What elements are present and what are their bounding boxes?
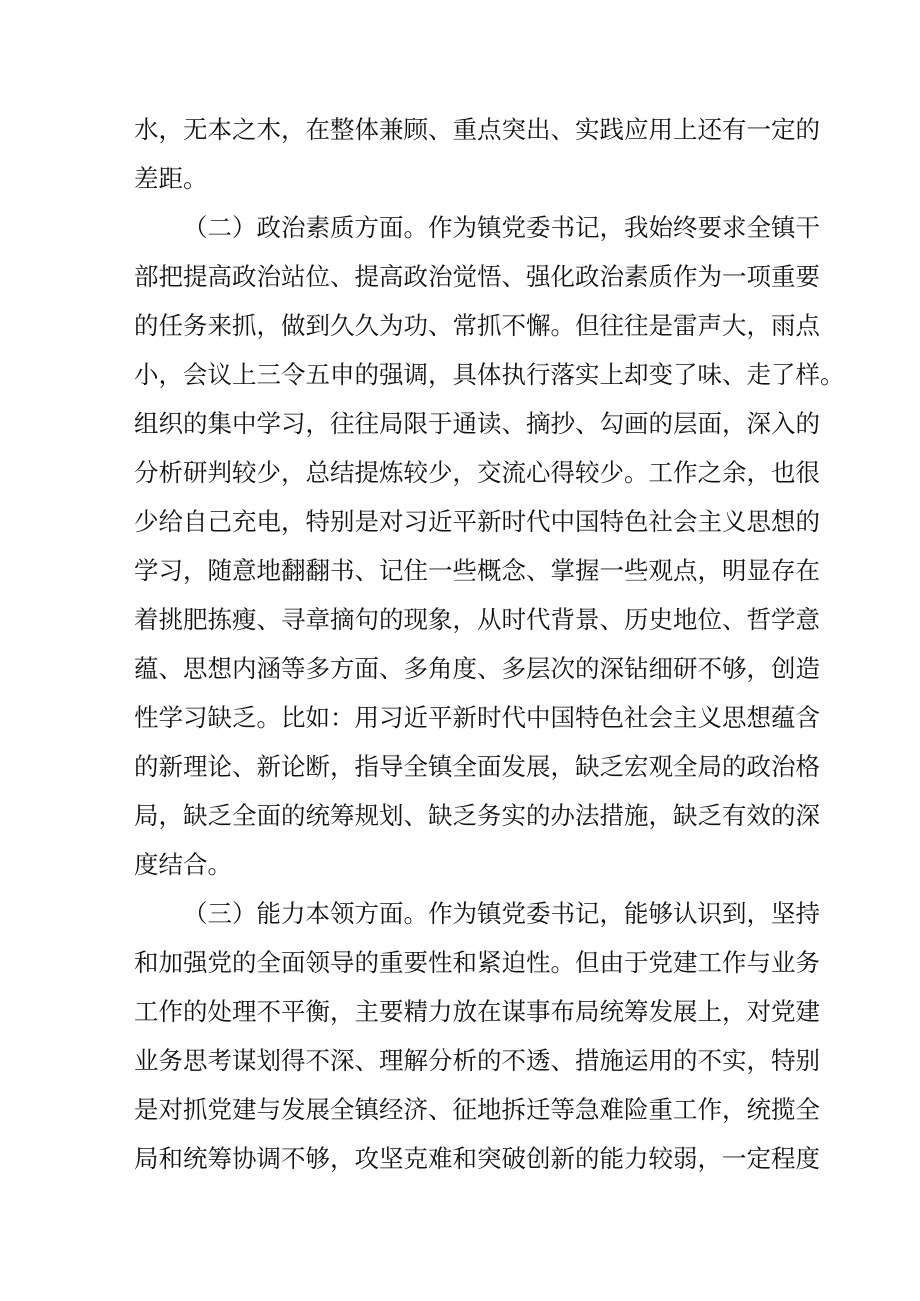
paragraph-2-line-12: 的新理论、新论断，指导全镇全面发展，缺乏宏观全局的政治格 xyxy=(134,752,820,781)
paragraph-1-line-2: 差距。 xyxy=(134,164,208,193)
paragraph-2-line-4: 小，会议上三令五申的强调，具体执行落实上却变了味、走了样。 xyxy=(134,360,845,389)
paragraph-2-line-14: 度结合。 xyxy=(134,850,232,879)
paragraph-3-line-3: 工作的处理不平衡，主要精力放在谋事布局统筹发展上，对党建 xyxy=(134,997,820,1026)
paragraph-2-line-6: 分析研判较少，总结提炼较少，交流心得较少。工作之余，也很 xyxy=(134,458,820,487)
paragraph-2-line-2: 部把提高政治站位、提高政治觉悟、强化政治素质作为一项重要 xyxy=(134,262,820,291)
paragraph-2-line-13: 局，缺乏全面的统筹规划、缺乏务实的办法措施，缺乏有效的深 xyxy=(134,801,820,830)
paragraph-2-line-5: 组织的集中学习，往往局限于通读、摘抄、勾画的层面，深入的 xyxy=(134,409,820,438)
paragraph-2-line-9: 着挑肥拣瘦、寻章摘句的现象，从时代背景、历史地位、哲学意 xyxy=(134,605,820,634)
paragraph-2-line-8: 学习，随意地翻翻书、记住一些概念、掌握一些观点，明显存在 xyxy=(134,556,820,585)
paragraph-3-line-6: 局和统筹协调不够，攻坚克难和突破创新的能力较弱，一定程度 xyxy=(134,1144,820,1173)
paragraph-3-line-4: 业务思考谋划得不深、理解分析的不透、措施运用的不实，特别 xyxy=(134,1046,820,1075)
paragraph-1-line-1: 水，无本之木，在整体兼顾、重点突出、实践应用上还有一定的 xyxy=(134,115,820,144)
paragraph-3-line-1: （三）能力本领方面。作为镇党委书记，能够认识到，坚持 xyxy=(183,899,820,928)
paragraph-2-line-11: 性学习缺乏。比如：用习近平新时代中国特色社会主义思想蕴含 xyxy=(134,703,820,732)
paragraph-2-line-10: 蕴、思想内涵等多方面、多角度、多层次的深钻细研不够，创造 xyxy=(134,654,820,683)
paragraph-2-line-7: 少给自己充电，特别是对习近平新时代中国特色社会主义思想的 xyxy=(134,507,820,536)
paragraph-3-line-5: 是对抓党建与发展全镇经济、征地拆迁等急难险重工作，统揽全 xyxy=(134,1095,820,1124)
paragraph-2-line-1: （二）政治素质方面。作为镇党委书记，我始终要求全镇干 xyxy=(183,213,820,242)
paragraph-2-line-3: 的任务来抓，做到久久为功、常抓不懈。但往往是雷声大，雨点 xyxy=(134,311,820,340)
paragraph-3-line-2: 和加强党的全面领导的重要性和紧迫性。但由于党建工作与业务 xyxy=(134,948,820,977)
